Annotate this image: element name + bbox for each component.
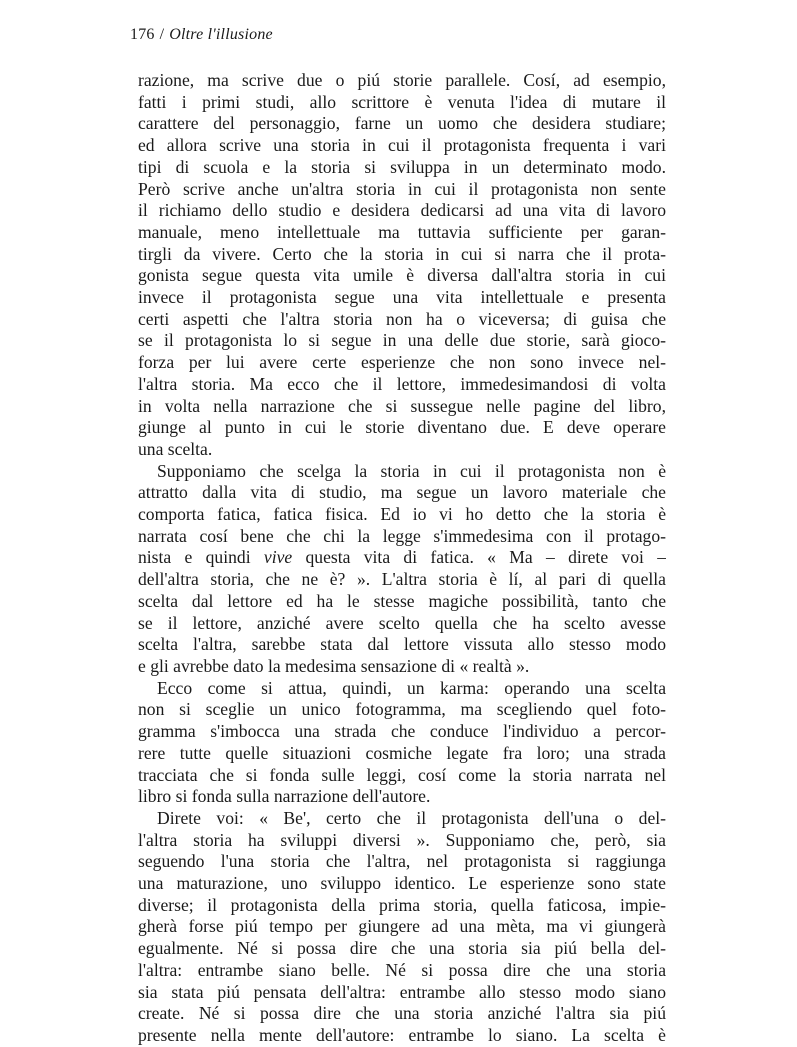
text-line: dell'altra storia, che ne è? ». L'altra storia è lí, al pari di quella [138, 569, 666, 590]
text-line: razione, ma scrive due o piú storie parallele. Cosí, ad esempio, [138, 70, 666, 90]
text-line: se il protagonista lo si segue in una delle due storie, sarà gioco- [138, 330, 666, 351]
text-line: una scelta. [138, 438, 213, 459]
text-segment: nista e quindi [138, 547, 264, 568]
text-line: e gli avrebbe dato la medesima sensazione di « realtà ». [138, 655, 530, 676]
text-line: gramma s'imbocca una strada che conduce l'individuo a percor- [138, 721, 666, 742]
text-line: rere tutte quelle situazioni cosmiche legate fra loro; una strada [138, 742, 666, 763]
header-separator: / [159, 26, 165, 43]
text-line: presente nella mente dell'autore: entrambe lo siano. La scelta è [138, 1024, 666, 1045]
text-line: tipi di scuola e la storia si sviluppa in un determinato modo. [138, 156, 666, 177]
text-line: l'altra storia ha sviluppi diversi ». Supponiamo che, però, sia [138, 829, 666, 850]
text-line: comporta fatica, fatica fisica. Ed io vi ho detto che la storia è [138, 504, 666, 525]
text-line: gherà forse piú tempo per giungere ad una mèta, ma vi giungerà [138, 916, 666, 937]
text-line: carattere del personaggio, farne un uomo che desidera studiare; [138, 113, 666, 134]
body-text [138, 70, 666, 1047]
text-line: create. Né si possa dire che una storia anziché l'altra sia piú [138, 1003, 666, 1024]
text-line: sia stata piú pensata dell'altra: entrambe allo stesso modo siano [138, 981, 666, 1002]
text-segment: questa vita di fatica. « Ma – direte voi – [292, 547, 666, 568]
text-line: seguendo l'una storia che l'altra, nel protagonista si raggiunga [138, 851, 666, 872]
text-line: scelta dal lettore ed ha le stesse magiche possibilità, tanto che [138, 590, 666, 611]
text-line: certi aspetti che l'altra storia non ha o viceversa; di guisa che [138, 308, 666, 329]
text-line: gonista segue questa vita umile è diversa dall'altra storia in cui [138, 265, 666, 286]
text-line: l'altra: entrambe siano belle. Né si possa dire che una storia [138, 959, 666, 980]
text-line: Ecco come si attua, quindi, un karma: operando una scelta [157, 677, 666, 698]
text-line: ed allora scrive una storia in cui il protagonista frequenta i vari [138, 135, 666, 156]
text-line: non si sceglie un unico fotogramma, ma scegliendo quel foto- [138, 699, 666, 720]
text-line: manuale, meno intellettuale ma tuttavia sufficiente per garan- [138, 221, 666, 242]
text-line: attratto dalla vita di studio, ma segue un lavoro materiale che [138, 482, 666, 503]
text-line: se il lettore, anziché avere scelto quella che ha scelto avesse [138, 612, 666, 633]
text-line: tracciata che si fonda sulle leggi, cosí come la storia narrata nel [138, 764, 666, 785]
text-line: egualmente. Né si possa dire che una storia sia piú bella del- [138, 938, 666, 959]
text-line: in volta nella narrazione che si sussegue nelle pagine del libro, [138, 395, 666, 416]
text-line [138, 547, 666, 569]
text-line: giunge al punto in cui le storie diventano due. E deve operare [138, 417, 666, 438]
text-line: invece il protagonista segue una vita intellettuale e presenta [138, 287, 666, 308]
page-number: 176 [130, 26, 155, 43]
text-line: libro si fonda sulla narrazione dell'autore. [138, 786, 431, 807]
text-line: tirgli da vivere. Certo che la storia in cui si narra che il prota- [138, 243, 666, 264]
text-line: forza per lui avere certe esperienze che non sono invece nel- [138, 352, 666, 373]
text-line: fatti i primi studi, allo scrittore è venuta l'idea di mutare il [138, 91, 666, 112]
text-line: diverse; il protagonista della prima storia, quella faticosa, impie- [138, 894, 666, 915]
text-line: l'altra storia. Ma ecco che il lettore, immedesimandosi di volta [138, 373, 666, 394]
text-line: Però scrive anche un'altra storia in cui il protagonista non sente [138, 178, 666, 199]
text-line: scelta l'altra, sarebbe stata dal lettore vissuta allo stesso modo [138, 634, 666, 655]
text-line: una maturazione, uno sviluppo identico. Le esperienze sono state [138, 873, 666, 894]
running-head [130, 26, 273, 44]
text-line: narrata cosí bene che chi la legge s'immedesima con il protago- [138, 525, 666, 546]
book-title: Oltre l'illusione [169, 26, 273, 43]
text-line: Direte voi: « Be', certo che il protagonista dell'una o del- [157, 807, 666, 828]
text-line: Supponiamo che scelga la storia in cui il protagonista non è [157, 460, 666, 481]
italic-word: vive [263, 547, 293, 568]
text-line: il richiamo dello studio e desidera dedicarsi ad una vita di lavoro [138, 200, 666, 221]
